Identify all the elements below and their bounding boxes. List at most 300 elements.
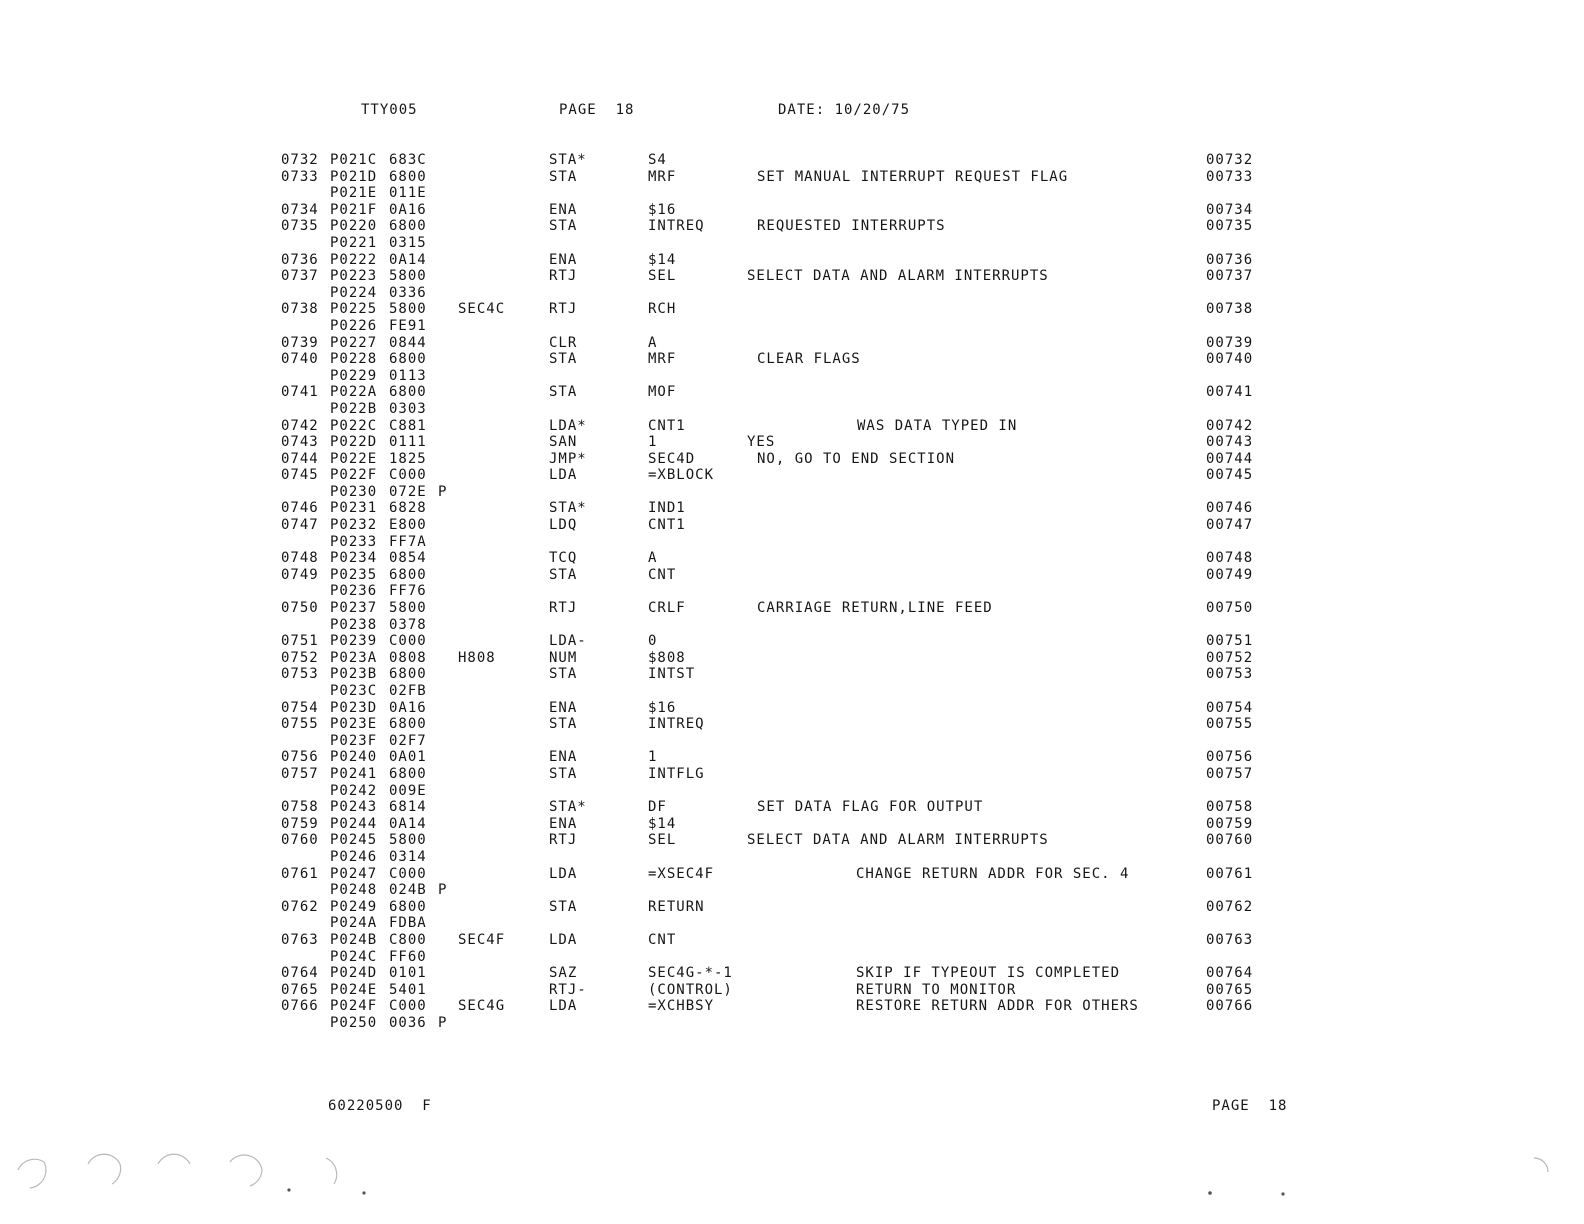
listing-line bbox=[0, 965, 1584, 982]
object-code: FF7A bbox=[389, 533, 427, 550]
sequence-number: 00747 bbox=[1206, 517, 1254, 534]
line-number: 0735 bbox=[281, 218, 319, 235]
address: P0234 bbox=[330, 550, 378, 567]
address: P0242 bbox=[330, 782, 378, 799]
document-number: 60220500 F bbox=[328, 1098, 432, 1114]
label: SEC4F bbox=[458, 931, 506, 948]
label: H808 bbox=[458, 649, 496, 666]
listing-line bbox=[0, 583, 1584, 600]
page-number-footer: PAGE 18 bbox=[1212, 1098, 1288, 1114]
line-number: 0756 bbox=[281, 749, 319, 766]
object-code: C000 bbox=[389, 998, 427, 1015]
sequence-number: 00749 bbox=[1206, 566, 1254, 583]
address: P0224 bbox=[330, 284, 378, 301]
listing-line bbox=[0, 766, 1584, 783]
opcode: LDA* bbox=[549, 417, 587, 434]
address: P0243 bbox=[330, 799, 378, 816]
listing-line bbox=[0, 202, 1584, 219]
line-number: 0752 bbox=[281, 649, 319, 666]
opcode: ENA bbox=[549, 699, 578, 716]
operand: CNT1 bbox=[648, 517, 686, 534]
comment: YES bbox=[747, 434, 776, 451]
opcode: STA bbox=[549, 666, 578, 683]
opcode: STA bbox=[549, 765, 578, 782]
operand: $16 bbox=[648, 201, 677, 218]
line-number: 0765 bbox=[281, 981, 319, 998]
punch-hole-arc bbox=[326, 1158, 337, 1184]
object-code: 0303 bbox=[389, 400, 427, 417]
comment: CARRIAGE RETURN,LINE FEED bbox=[757, 600, 993, 617]
line-number: 0739 bbox=[281, 334, 319, 351]
relocation-flag: P bbox=[438, 1014, 448, 1031]
object-code: 6800 bbox=[389, 384, 427, 401]
listing-line bbox=[0, 749, 1584, 766]
address: P024A bbox=[330, 915, 378, 932]
object-code: 024B bbox=[389, 882, 427, 899]
sequence-number: 00743 bbox=[1206, 434, 1254, 451]
address: P0228 bbox=[330, 351, 378, 368]
line-number: 0751 bbox=[281, 633, 319, 650]
listing-line bbox=[0, 185, 1584, 202]
object-code: 0A14 bbox=[389, 251, 427, 268]
object-code: FE91 bbox=[389, 317, 427, 334]
listing-line bbox=[0, 384, 1584, 401]
sequence-number: 00752 bbox=[1206, 649, 1254, 666]
object-code: 0A16 bbox=[389, 201, 427, 218]
address: P024E bbox=[330, 981, 378, 998]
address: P0226 bbox=[330, 317, 378, 334]
opcode: LDA bbox=[549, 865, 578, 882]
listing-line bbox=[0, 169, 1584, 186]
listing-line bbox=[0, 401, 1584, 418]
listing-line bbox=[0, 783, 1584, 800]
address: P023C bbox=[330, 683, 378, 699]
sequence-number: 00735 bbox=[1206, 218, 1254, 235]
address: P022B bbox=[330, 400, 378, 417]
program-name: TTY005 bbox=[361, 102, 418, 118]
opcode: ENA bbox=[549, 749, 578, 766]
address: P0236 bbox=[330, 583, 378, 600]
line-number: 0745 bbox=[281, 467, 319, 484]
object-code: 0A01 bbox=[389, 749, 427, 766]
comment: RESTORE RETURN ADDR FOR OTHERS bbox=[856, 998, 1139, 1015]
object-code: 0336 bbox=[389, 284, 427, 301]
comment: RETURN TO MONITOR bbox=[856, 981, 1017, 998]
object-code: C881 bbox=[389, 417, 427, 434]
paper-speck bbox=[287, 1188, 290, 1191]
opcode: ENA bbox=[549, 201, 578, 218]
sequence-number: 00756 bbox=[1206, 749, 1254, 766]
opcode: STA bbox=[549, 384, 578, 401]
opcode: RTJ- bbox=[549, 981, 587, 998]
listing-line bbox=[0, 799, 1584, 816]
listing-line bbox=[0, 866, 1584, 883]
address: P021E bbox=[330, 185, 378, 202]
opcode: NUM bbox=[549, 649, 578, 666]
listing-line bbox=[0, 550, 1584, 567]
object-code: 5800 bbox=[389, 832, 427, 849]
line-number: 0733 bbox=[281, 168, 319, 185]
opcode: LDA- bbox=[549, 633, 587, 650]
object-code: 0314 bbox=[389, 848, 427, 865]
listing-line bbox=[0, 418, 1584, 435]
listing-line bbox=[0, 700, 1584, 717]
operand: INTREQ bbox=[648, 218, 705, 235]
listing-line bbox=[0, 816, 1584, 833]
line-number: 0746 bbox=[281, 500, 319, 517]
listing-line bbox=[0, 650, 1584, 667]
line-number: 0753 bbox=[281, 666, 319, 683]
comment: NO, GO TO END SECTION bbox=[757, 450, 956, 467]
assembly-listing bbox=[0, 152, 1584, 1031]
object-code: 6800 bbox=[389, 716, 427, 733]
address: P024F bbox=[330, 998, 378, 1015]
listing-line bbox=[0, 982, 1584, 999]
opcode: RTJ bbox=[549, 301, 578, 318]
comment: CHANGE RETURN ADDR FOR SEC. 4 bbox=[856, 865, 1130, 882]
comment: REQUESTED INTERRUPTS bbox=[757, 218, 946, 235]
listing-line bbox=[0, 733, 1584, 750]
operand: $14 bbox=[648, 815, 677, 832]
listing-line bbox=[0, 617, 1584, 634]
listing-line bbox=[0, 949, 1584, 966]
paper-speck bbox=[1208, 1191, 1212, 1195]
opcode: LDA bbox=[549, 931, 578, 948]
address: P023A bbox=[330, 649, 378, 666]
sequence-number: 00761 bbox=[1206, 865, 1254, 882]
address: P021C bbox=[330, 152, 378, 168]
paper-speck bbox=[362, 1191, 365, 1194]
address: P023D bbox=[330, 699, 378, 716]
punch-hole-arc bbox=[30, 1162, 46, 1188]
page-number-header: PAGE 18 bbox=[559, 102, 635, 118]
object-code: 0844 bbox=[389, 334, 427, 351]
sequence-number: 00765 bbox=[1206, 981, 1254, 998]
listing-line bbox=[0, 633, 1584, 650]
object-code: C000 bbox=[389, 467, 427, 484]
address: P024B bbox=[330, 931, 378, 948]
line-number: 0757 bbox=[281, 765, 319, 782]
listing-line bbox=[0, 666, 1584, 683]
address: P0231 bbox=[330, 500, 378, 517]
address: P0235 bbox=[330, 566, 378, 583]
sequence-number: 00736 bbox=[1206, 251, 1254, 268]
object-code: C000 bbox=[389, 633, 427, 650]
address: P0233 bbox=[330, 533, 378, 550]
address: P0237 bbox=[330, 600, 378, 617]
operand: SEL bbox=[648, 832, 677, 849]
opcode: RTJ bbox=[549, 832, 578, 849]
sequence-number: 00751 bbox=[1206, 633, 1254, 650]
operand: CNT1 bbox=[648, 417, 686, 434]
operand: =XSEC4F bbox=[648, 865, 715, 882]
operand: RCH bbox=[648, 301, 677, 318]
listing-line bbox=[0, 517, 1584, 534]
sequence-number: 00758 bbox=[1206, 799, 1254, 816]
comment: SELECT DATA AND ALARM INTERRUPTS bbox=[747, 268, 1049, 285]
operand: CNT bbox=[648, 931, 677, 948]
punch-hole-arc bbox=[88, 1154, 120, 1164]
object-code: FF60 bbox=[389, 948, 427, 965]
address: P023B bbox=[330, 666, 378, 683]
listing-line bbox=[0, 434, 1584, 451]
listing-date: DATE: 10/20/75 bbox=[778, 102, 911, 118]
line-number: 0763 bbox=[281, 931, 319, 948]
object-code: 0315 bbox=[389, 234, 427, 251]
sequence-number: 00744 bbox=[1206, 450, 1254, 467]
address: P0223 bbox=[330, 268, 378, 285]
listing-line bbox=[0, 218, 1584, 235]
relocation-flag: P bbox=[438, 483, 448, 500]
sequence-number: 00741 bbox=[1206, 384, 1254, 401]
opcode: JMP* bbox=[549, 450, 587, 467]
object-code: 6828 bbox=[389, 500, 427, 517]
sequence-number: 00759 bbox=[1206, 815, 1254, 832]
object-code: FF76 bbox=[389, 583, 427, 600]
object-code: 0101 bbox=[389, 965, 427, 982]
object-code: 0A14 bbox=[389, 815, 427, 832]
operand: $14 bbox=[648, 251, 677, 268]
opcode: LDA bbox=[549, 998, 578, 1015]
object-code: 009E bbox=[389, 782, 427, 799]
address: P022C bbox=[330, 417, 378, 434]
operand: =XBLOCK bbox=[648, 467, 715, 484]
operand: SEC4G-*-1 bbox=[648, 965, 733, 982]
address: P0229 bbox=[330, 367, 378, 384]
listing-line bbox=[0, 268, 1584, 285]
object-code: 011E bbox=[389, 185, 427, 202]
sequence-number: 00738 bbox=[1206, 301, 1254, 318]
object-code: 5800 bbox=[389, 301, 427, 318]
line-number: 0762 bbox=[281, 898, 319, 915]
object-code: 0378 bbox=[389, 616, 427, 633]
sequence-number: 00750 bbox=[1206, 600, 1254, 617]
address: P0221 bbox=[330, 234, 378, 251]
line-number: 0741 bbox=[281, 384, 319, 401]
opcode: STA bbox=[549, 218, 578, 235]
comment: WAS DATA TYPED IN bbox=[857, 417, 1018, 434]
line-number: 0742 bbox=[281, 417, 319, 434]
address: P021F bbox=[330, 201, 378, 218]
opcode: STA bbox=[549, 566, 578, 583]
line-number: 0747 bbox=[281, 517, 319, 534]
address: P0247 bbox=[330, 865, 378, 882]
address: P0248 bbox=[330, 882, 378, 899]
listing-line bbox=[0, 368, 1584, 385]
sequence-number: 00746 bbox=[1206, 500, 1254, 517]
address: P022A bbox=[330, 384, 378, 401]
address: P0230 bbox=[330, 483, 378, 500]
sequence-number: 00760 bbox=[1206, 832, 1254, 849]
punch-hole-arc bbox=[158, 1154, 190, 1164]
listing-line bbox=[0, 1015, 1584, 1032]
listing-line bbox=[0, 318, 1584, 335]
sequence-number: 00762 bbox=[1206, 898, 1254, 915]
object-code: 0A16 bbox=[389, 699, 427, 716]
object-code: 02FB bbox=[389, 683, 427, 699]
object-code: 0854 bbox=[389, 550, 427, 567]
address: P0249 bbox=[330, 898, 378, 915]
address: P0246 bbox=[330, 848, 378, 865]
punch-hole-arc bbox=[230, 1155, 262, 1170]
listing-line bbox=[0, 500, 1584, 517]
opcode: RTJ bbox=[549, 268, 578, 285]
object-code: 6800 bbox=[389, 898, 427, 915]
object-code: 5800 bbox=[389, 268, 427, 285]
sequence-number: 00766 bbox=[1206, 998, 1254, 1015]
operand: 0 bbox=[648, 633, 658, 650]
address: P023F bbox=[330, 732, 378, 749]
sequence-number: 00763 bbox=[1206, 931, 1254, 948]
operand: MRF bbox=[648, 351, 677, 368]
line-number: 0761 bbox=[281, 865, 319, 882]
opcode: LDA bbox=[549, 467, 578, 484]
comment: SET DATA FLAG FOR OUTPUT bbox=[757, 799, 984, 816]
line-number: 0764 bbox=[281, 965, 319, 982]
listing-line bbox=[0, 335, 1584, 352]
paper-speck bbox=[1281, 1192, 1284, 1195]
opcode: TCQ bbox=[549, 550, 578, 567]
address: P0241 bbox=[330, 765, 378, 782]
object-code: 6800 bbox=[389, 351, 427, 368]
opcode: STA bbox=[549, 168, 578, 185]
address: P021D bbox=[330, 168, 378, 185]
object-code: 6800 bbox=[389, 765, 427, 782]
opcode: LDQ bbox=[549, 517, 578, 534]
listing-line bbox=[0, 998, 1584, 1015]
sequence-number: 00732 bbox=[1206, 152, 1254, 168]
listing-line bbox=[0, 683, 1584, 700]
object-code: 02F7 bbox=[389, 732, 427, 749]
operand: =XCHBSY bbox=[648, 998, 715, 1015]
object-code: 0111 bbox=[389, 434, 427, 451]
operand: SEC4D bbox=[648, 450, 696, 467]
address: P0245 bbox=[330, 832, 378, 849]
line-number: 0740 bbox=[281, 351, 319, 368]
listing-line bbox=[0, 484, 1584, 501]
object-code: C000 bbox=[389, 865, 427, 882]
line-number: 0743 bbox=[281, 434, 319, 451]
operand: MRF bbox=[648, 168, 677, 185]
object-code: 072E bbox=[389, 483, 427, 500]
address: P0227 bbox=[330, 334, 378, 351]
address: P0240 bbox=[330, 749, 378, 766]
sequence-number: 00764 bbox=[1206, 965, 1254, 982]
sequence-number: 00757 bbox=[1206, 765, 1254, 782]
line-number: 0732 bbox=[281, 152, 319, 168]
opcode: STA* bbox=[549, 799, 587, 816]
listing-line bbox=[0, 932, 1584, 949]
address: P022E bbox=[330, 450, 378, 467]
listing-line bbox=[0, 467, 1584, 484]
sequence-number: 00742 bbox=[1206, 417, 1254, 434]
opcode: ENA bbox=[549, 815, 578, 832]
address: P0239 bbox=[330, 633, 378, 650]
address: P022F bbox=[330, 467, 378, 484]
operand: SEL bbox=[648, 268, 677, 285]
opcode: STA* bbox=[549, 152, 587, 168]
operand: $16 bbox=[648, 699, 677, 716]
line-number: 0738 bbox=[281, 301, 319, 318]
address: P0225 bbox=[330, 301, 378, 318]
comment: CLEAR FLAGS bbox=[757, 351, 861, 368]
object-code: E800 bbox=[389, 517, 427, 534]
sequence-number: 00748 bbox=[1206, 550, 1254, 567]
operand: 1 bbox=[648, 749, 658, 766]
object-code: 0808 bbox=[389, 649, 427, 666]
line-number: 0750 bbox=[281, 600, 319, 617]
sequence-number: 00734 bbox=[1206, 201, 1254, 218]
operand: $808 bbox=[648, 649, 686, 666]
listing-line bbox=[0, 832, 1584, 849]
line-number: 0734 bbox=[281, 201, 319, 218]
address: P024D bbox=[330, 965, 378, 982]
line-number: 0758 bbox=[281, 799, 319, 816]
operand: INTST bbox=[648, 666, 696, 683]
listing-line bbox=[0, 451, 1584, 468]
object-code: 683C bbox=[389, 152, 427, 168]
operand: DF bbox=[648, 799, 667, 816]
object-code: 6800 bbox=[389, 168, 427, 185]
object-code: 5800 bbox=[389, 600, 427, 617]
listing-line bbox=[0, 301, 1584, 318]
label: SEC4G bbox=[458, 998, 506, 1015]
line-number: 0744 bbox=[281, 450, 319, 467]
punch-hole-arc bbox=[18, 1159, 44, 1170]
comment: SELECT DATA AND ALARM INTERRUPTS bbox=[747, 832, 1049, 849]
listing-line bbox=[0, 882, 1584, 899]
listing-line bbox=[0, 849, 1584, 866]
object-code: C800 bbox=[389, 931, 427, 948]
line-number: 0748 bbox=[281, 550, 319, 567]
sequence-number: 00739 bbox=[1206, 334, 1254, 351]
object-code: 1825 bbox=[389, 450, 427, 467]
sequence-number: 00753 bbox=[1206, 666, 1254, 683]
line-number: 0736 bbox=[281, 251, 319, 268]
line-number: 0755 bbox=[281, 716, 319, 733]
sequence-number: 00733 bbox=[1206, 168, 1254, 185]
comment: SET MANUAL INTERRUPT REQUEST FLAG bbox=[757, 168, 1069, 185]
punch-hole-arc bbox=[112, 1164, 121, 1184]
object-code: 5401 bbox=[389, 981, 427, 998]
listing-line bbox=[0, 899, 1584, 916]
line-number: 0737 bbox=[281, 268, 319, 285]
operand: A bbox=[648, 550, 658, 567]
listing-line bbox=[0, 235, 1584, 252]
listing-line bbox=[0, 351, 1584, 368]
sequence-number: 00754 bbox=[1206, 699, 1254, 716]
line-number: 0766 bbox=[281, 998, 319, 1015]
operand: (CONTROL) bbox=[648, 981, 733, 998]
line-number: 0749 bbox=[281, 566, 319, 583]
sequence-number: 00737 bbox=[1206, 268, 1254, 285]
opcode: STA bbox=[549, 898, 578, 915]
address: P0220 bbox=[330, 218, 378, 235]
operand: A bbox=[648, 334, 658, 351]
listing-line bbox=[0, 534, 1584, 551]
address: P0232 bbox=[330, 517, 378, 534]
operand: CNT bbox=[648, 566, 677, 583]
listing-line bbox=[0, 600, 1584, 617]
opcode: STA bbox=[549, 351, 578, 368]
operand: RETURN bbox=[648, 898, 705, 915]
listing-line bbox=[0, 915, 1584, 932]
relocation-flag: P bbox=[438, 882, 448, 899]
address: P022D bbox=[330, 434, 378, 451]
listing-line bbox=[0, 152, 1584, 169]
line-number: 0759 bbox=[281, 815, 319, 832]
operand: INTFLG bbox=[648, 765, 705, 782]
